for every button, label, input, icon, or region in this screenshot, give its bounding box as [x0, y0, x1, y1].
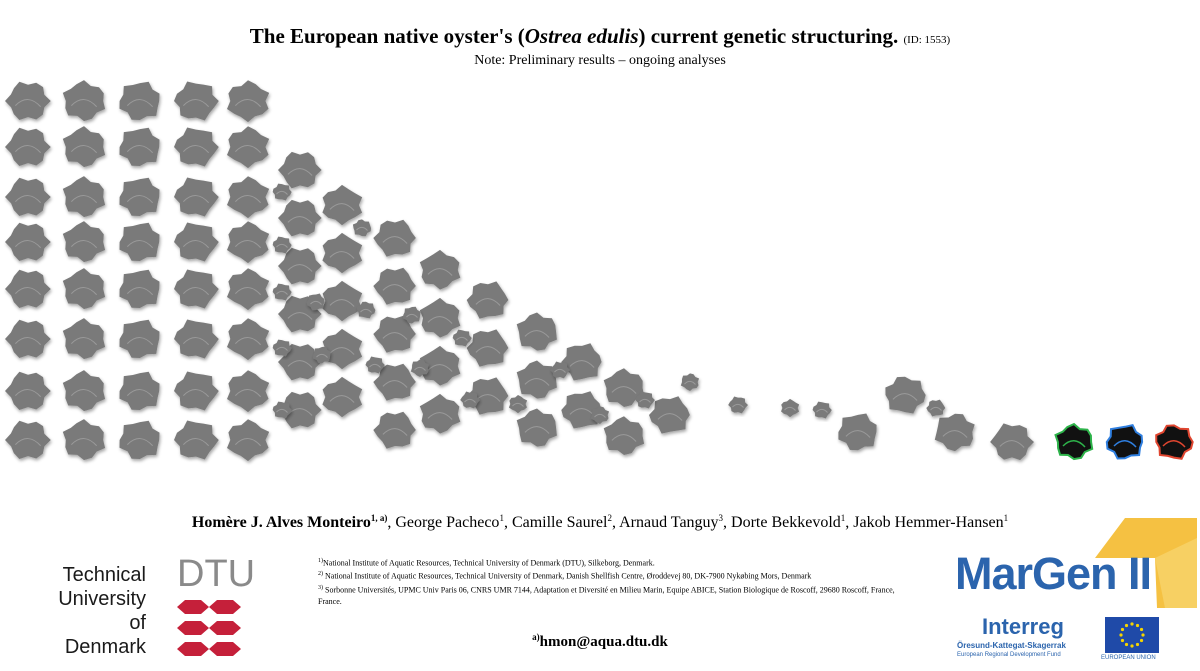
oyster-shell [453, 330, 472, 347]
author-name: Camille Saurel$^2$ [511, 513, 612, 531]
oyster-shell [420, 298, 461, 338]
oyster-shell [353, 219, 371, 236]
oyster-shell [227, 80, 269, 122]
poster-subtitle: Note: Preliminary results – ongoing analyses [474, 53, 726, 68]
oyster-shell [5, 270, 51, 308]
eu-label: EUROPEAN UNION [1101, 655, 1156, 661]
oyster-shell [728, 397, 748, 414]
interreg-region: Öresund-Kattegat-Skagerrak [957, 641, 1066, 650]
oyster-shell [227, 126, 269, 168]
author-name: George Pacheco$^1$ [395, 513, 504, 531]
oyster-shell [174, 223, 219, 262]
oyster-shell [467, 281, 509, 318]
oyster-shell [120, 82, 160, 120]
oyster-shell [120, 372, 160, 410]
oyster-shell [120, 223, 160, 261]
margen-logo: MarGen II [955, 548, 1152, 599]
poster-title: The European native oyster's (Ostrea edulis) current genetic structuring. (ID: 1553) [249, 24, 951, 48]
oyster-shell [174, 178, 219, 217]
oyster-shell [120, 421, 160, 459]
oyster-shell [517, 361, 557, 399]
oyster-shell [174, 372, 219, 411]
oyster-shell [926, 400, 945, 417]
author-name: Arnaud Tanguy$^3$ [619, 513, 724, 531]
oyster-shell [5, 178, 51, 216]
oyster-shell [561, 343, 601, 380]
oyster-shell [373, 220, 416, 257]
oyster-shell [1056, 424, 1093, 459]
affiliations [318, 556, 898, 607]
oyster-shell [227, 176, 269, 218]
oyster-shell [467, 329, 509, 366]
oyster-shell [838, 414, 876, 451]
oyster-shell [373, 412, 416, 449]
oyster-shell [420, 250, 461, 290]
oyster-shell-grid [0, 70, 1200, 470]
oyster-shell [278, 248, 322, 285]
oyster-shell [174, 421, 219, 460]
author-name: Homère J. Alves Monteiro$^{1, a)}$ [191, 513, 388, 531]
oyster-shell [227, 221, 269, 263]
oyster-shell [322, 281, 362, 321]
dtu-logo-text: Technical University of Denmark [58, 564, 146, 658]
affiliation-item: $^{2)}$ National Institute of Aquatic Resources, Technical University of Denmark, Danish Shellfish Centre, Øroddevej 80, DK-7900 Nykøbing Mors, Denmark [318, 571, 812, 581]
oyster-shell [517, 313, 557, 351]
oyster-shell [63, 80, 105, 121]
dtu-logo-mark [177, 600, 241, 656]
author-name: Dorte Bekkevold$^1$ [731, 513, 846, 531]
oyster-shell [5, 128, 51, 166]
oyster-shell [174, 128, 219, 167]
oyster-shell [63, 268, 105, 309]
oyster-shell [63, 221, 105, 262]
affiliation-item: $^{3)}$ Sorbonne Universités, UPMC Univ Paris 06, CNRS UMR 7144, Adaptation et Diversité en Milieu Marin, Equipe ABICE, Station Biologique de Roscoff, 29680 Roscoff, France, France. [318, 584, 895, 606]
oyster-shell [278, 200, 322, 237]
interreg-fund: European Regional Development Fund [957, 652, 1061, 658]
oyster-shell [885, 377, 925, 414]
oyster-shell [322, 185, 362, 225]
oyster-shell [1156, 425, 1193, 458]
author-name: Jakob Hemmer-Hansen$^1$ [853, 513, 1009, 531]
oyster-shell [322, 377, 362, 417]
oyster-shell [5, 421, 51, 459]
oyster-shell [63, 176, 105, 217]
oyster-shell [509, 395, 527, 413]
poster-id: (ID: 1553) [903, 34, 951, 46]
oyster-shell [273, 184, 292, 201]
oyster-shell [649, 396, 690, 433]
oyster-shell [174, 82, 219, 121]
oyster-shell [5, 320, 51, 358]
oyster-shell [227, 318, 269, 360]
author-list: Homère J. Alves Monteiro$^{1, a)}$, George Pacheco$^1$, Camille Saurel$^2$, Arnaud Tanguy$^3$, Dorte Bekkevold$^1$, Jakob Hemmer-Hansen$^1$ [191, 513, 1009, 531]
oyster-shell [681, 373, 699, 391]
oyster-shell [273, 284, 292, 301]
oyster-shell [278, 152, 322, 189]
oyster-shell [5, 82, 51, 120]
oyster-shell [63, 370, 105, 411]
oyster-shell [604, 416, 644, 455]
oyster-shell [322, 329, 362, 369]
oyster-shell [120, 128, 160, 166]
oyster-shell [322, 233, 362, 273]
oyster-shell [1107, 425, 1142, 458]
oyster-shell [373, 268, 416, 305]
oyster-shell [120, 320, 160, 358]
oyster-shell [420, 394, 461, 434]
oyster-shell [120, 270, 160, 308]
contact-email: $^{a)}$hmon@aqua.dtu.dk [532, 632, 668, 650]
interreg-logo: Interreg [982, 614, 1064, 639]
oyster-shell [781, 399, 799, 417]
oyster-shell [227, 370, 269, 412]
oyster-shell [63, 318, 105, 359]
oyster-shell [5, 372, 51, 410]
oyster-shell [517, 409, 557, 447]
oyster-shell [120, 178, 160, 216]
oyster-shell [227, 419, 269, 461]
eu-flag-icon [1105, 617, 1159, 653]
oyster-shell [227, 268, 269, 310]
oyster-shell [63, 126, 105, 167]
oyster-shell [174, 320, 219, 359]
affiliation-item: $^{1)}$National Institute of Aquatic Resources, Technical University of Denmark (DTU), Silkeborg, Denmark. [318, 558, 655, 568]
oyster-shell [63, 419, 105, 460]
oyster-shell [174, 270, 219, 309]
oyster-shell [5, 223, 51, 261]
oyster-shell [935, 414, 975, 452]
dtu-logo-word: DTU [177, 553, 256, 595]
oyster-shell [990, 423, 1034, 460]
oyster-shell [813, 402, 832, 419]
